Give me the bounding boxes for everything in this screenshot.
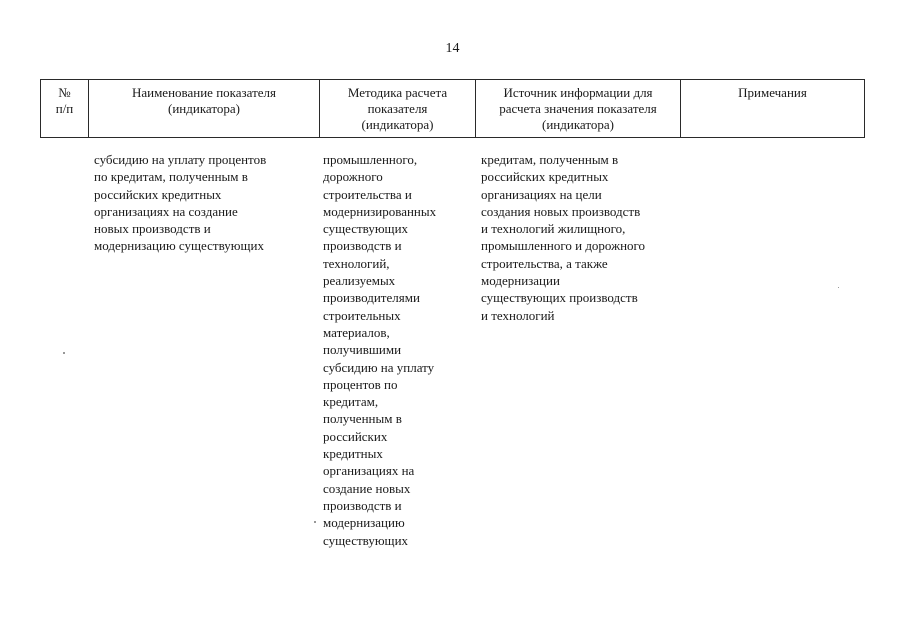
cell-text-line: кредитных bbox=[323, 446, 383, 462]
header-line: показателя bbox=[367, 101, 428, 116]
cell-text-line: модернизацию существующих bbox=[94, 238, 264, 254]
cell-text-line: полученным в bbox=[323, 411, 402, 427]
cell-text-line: процентов по bbox=[323, 376, 398, 392]
calculation-method-cell bbox=[323, 151, 436, 549]
scan-speck bbox=[838, 287, 839, 288]
header-indicator-name bbox=[89, 80, 320, 138]
cell-text-line: строительства и bbox=[323, 186, 412, 202]
table-header-row bbox=[41, 80, 865, 138]
cell-text-line: строительных bbox=[323, 307, 401, 323]
cell-text-line: технологий, bbox=[323, 255, 390, 271]
header-line: Примечания bbox=[738, 85, 807, 100]
cell-text-line: строительства, а также bbox=[481, 255, 608, 271]
cell-text-line: и технологий жилищного, bbox=[481, 221, 626, 237]
cell-text-line: по кредитам, полученным в bbox=[94, 169, 248, 185]
scan-speck bbox=[314, 521, 316, 523]
header-number bbox=[41, 80, 89, 138]
cell-text-line: новых производств и bbox=[94, 221, 211, 237]
cell-text-line: материалов, bbox=[323, 324, 390, 340]
cell-text-line: промышленного и дорожного bbox=[481, 238, 646, 254]
header-line: Источник информации для bbox=[503, 85, 653, 100]
cell-text-line: кредитам, bbox=[323, 394, 379, 410]
header-line: (индикатора) bbox=[168, 101, 240, 116]
cell-text-line: существующих производств bbox=[481, 290, 638, 306]
header-line: Методика расчета bbox=[347, 85, 448, 100]
cell-text-line: получившими bbox=[323, 342, 402, 358]
cell-text-line: создания новых производств bbox=[481, 203, 641, 219]
header-line: Наименование показателя bbox=[131, 85, 277, 100]
cell-text-line: существующих bbox=[323, 221, 409, 237]
cell-text-line: производителями bbox=[323, 290, 420, 306]
header-calculation-method bbox=[320, 80, 476, 138]
cell-text-line: российских кредитных bbox=[94, 186, 222, 202]
header-information-source bbox=[476, 80, 681, 138]
cell-text-line: модернизации bbox=[481, 273, 560, 289]
cell-text-line: организациях на bbox=[323, 463, 415, 479]
cell-text-line: создание новых bbox=[323, 480, 411, 496]
cell-text-line: российских bbox=[323, 428, 388, 444]
header-notes bbox=[681, 80, 865, 138]
header-line: (индикатора) bbox=[542, 117, 614, 132]
cell-text-line: промышленного, bbox=[323, 152, 418, 167]
cell-text-line: и технологий bbox=[481, 307, 555, 323]
cell-text-line: российских кредитных bbox=[481, 169, 609, 185]
cell-text-line: производств и bbox=[323, 497, 402, 513]
cell-text-line: реализуемых bbox=[323, 273, 396, 289]
cell-text-line: субсидию на уплату bbox=[323, 359, 435, 375]
information-source-cell bbox=[481, 151, 645, 324]
cell-text-line: существующих bbox=[323, 532, 409, 548]
cell-text-line: кредитам, полученным в bbox=[481, 152, 619, 167]
indicator-name-cell bbox=[94, 151, 266, 255]
header-line: п/п bbox=[55, 101, 74, 116]
cell-text-line: организациях на создание bbox=[94, 203, 238, 219]
cell-text-line: дорожного bbox=[323, 169, 383, 185]
cell-text-line: субсидию на уплату процентов bbox=[94, 152, 267, 167]
cell-text-line: модернизацию bbox=[323, 515, 405, 531]
cell-text-line: организациях на цели bbox=[481, 186, 602, 202]
cell-text-line: модернизированных bbox=[323, 203, 437, 219]
page-number: 14 bbox=[445, 41, 460, 56]
scan-speck bbox=[63, 352, 65, 354]
cell-text-line: производств и bbox=[323, 238, 402, 254]
header-line: расчета значения показателя bbox=[499, 101, 657, 116]
header-line: № bbox=[58, 85, 71, 100]
indicator-table-header bbox=[40, 79, 865, 138]
header-line: (индикатора) bbox=[361, 117, 434, 132]
